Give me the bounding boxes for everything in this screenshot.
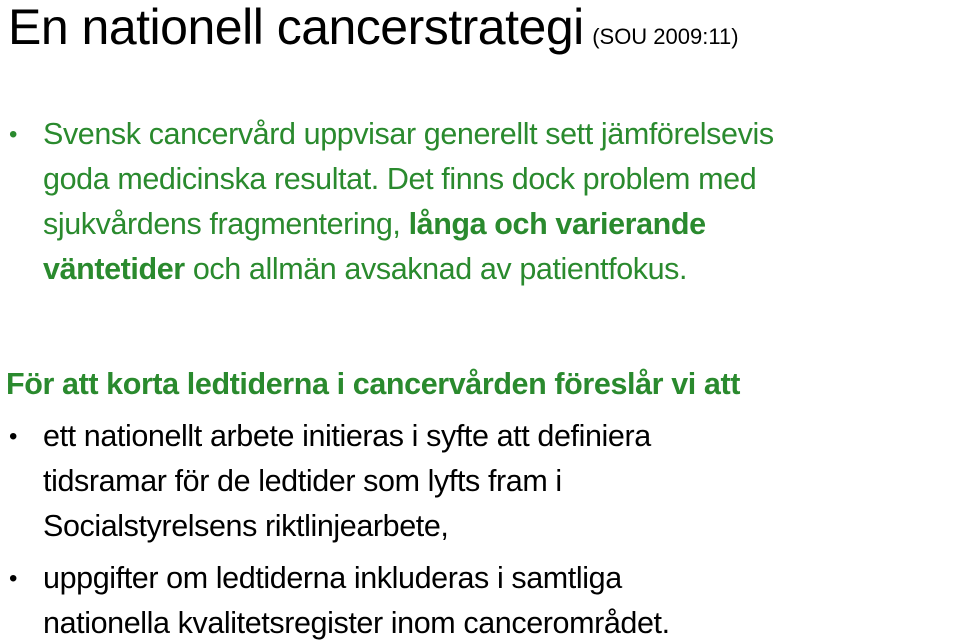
bullet-line: goda medicinska resultat. Det finns dock problem med	[43, 162, 757, 196]
bullet-icon: •	[8, 423, 17, 450]
bullet-icon: •	[8, 121, 17, 148]
slide-title: En nationell cancerstrategi	[8, 0, 584, 55]
bullet-item-national-timeframes	[0, 414, 960, 549]
bullet-line: ett nationellt arbete initieras i syfte att definiera	[43, 419, 651, 453]
bullet-line: uppgifter om ledtiderna inkluderas i samtliga	[43, 561, 622, 595]
slide-title-reference: (SOU 2009:11)	[592, 24, 739, 49]
slide-title-row	[8, 0, 739, 55]
bullet-line	[43, 247, 948, 292]
bullet-text-normal: och allmän avsaknad av patientfokus.	[184, 252, 688, 286]
bullet-line: Svensk cancervård uppvisar generellt sett jämförelsevis	[43, 117, 774, 151]
bullet-item-cancer-care-results	[0, 112, 960, 292]
bullet-text-bold: väntetider	[43, 252, 185, 286]
bullet-line	[43, 202, 948, 247]
bullet-text-normal: sjukvårdens fragmentering,	[43, 207, 409, 241]
bullet-text	[43, 112, 948, 292]
bullet-text	[43, 414, 948, 549]
bullet-line: nationella kvalitetsregister inom cancerområdet.	[43, 606, 670, 640]
bullet-line: tidsramar för de ledtider som lyfts fram i	[43, 464, 562, 498]
bullet-text	[43, 556, 948, 643]
bullet-text-bold: långa och varierande	[408, 207, 706, 241]
bullet-line: Socialstyrelsens riktlinjearbete,	[43, 509, 449, 543]
section-heading: För att korta ledtiderna i cancervården föreslår vi att	[6, 367, 740, 401]
bullet-item-quality-registers	[0, 556, 960, 643]
bullet-icon: •	[8, 565, 17, 592]
